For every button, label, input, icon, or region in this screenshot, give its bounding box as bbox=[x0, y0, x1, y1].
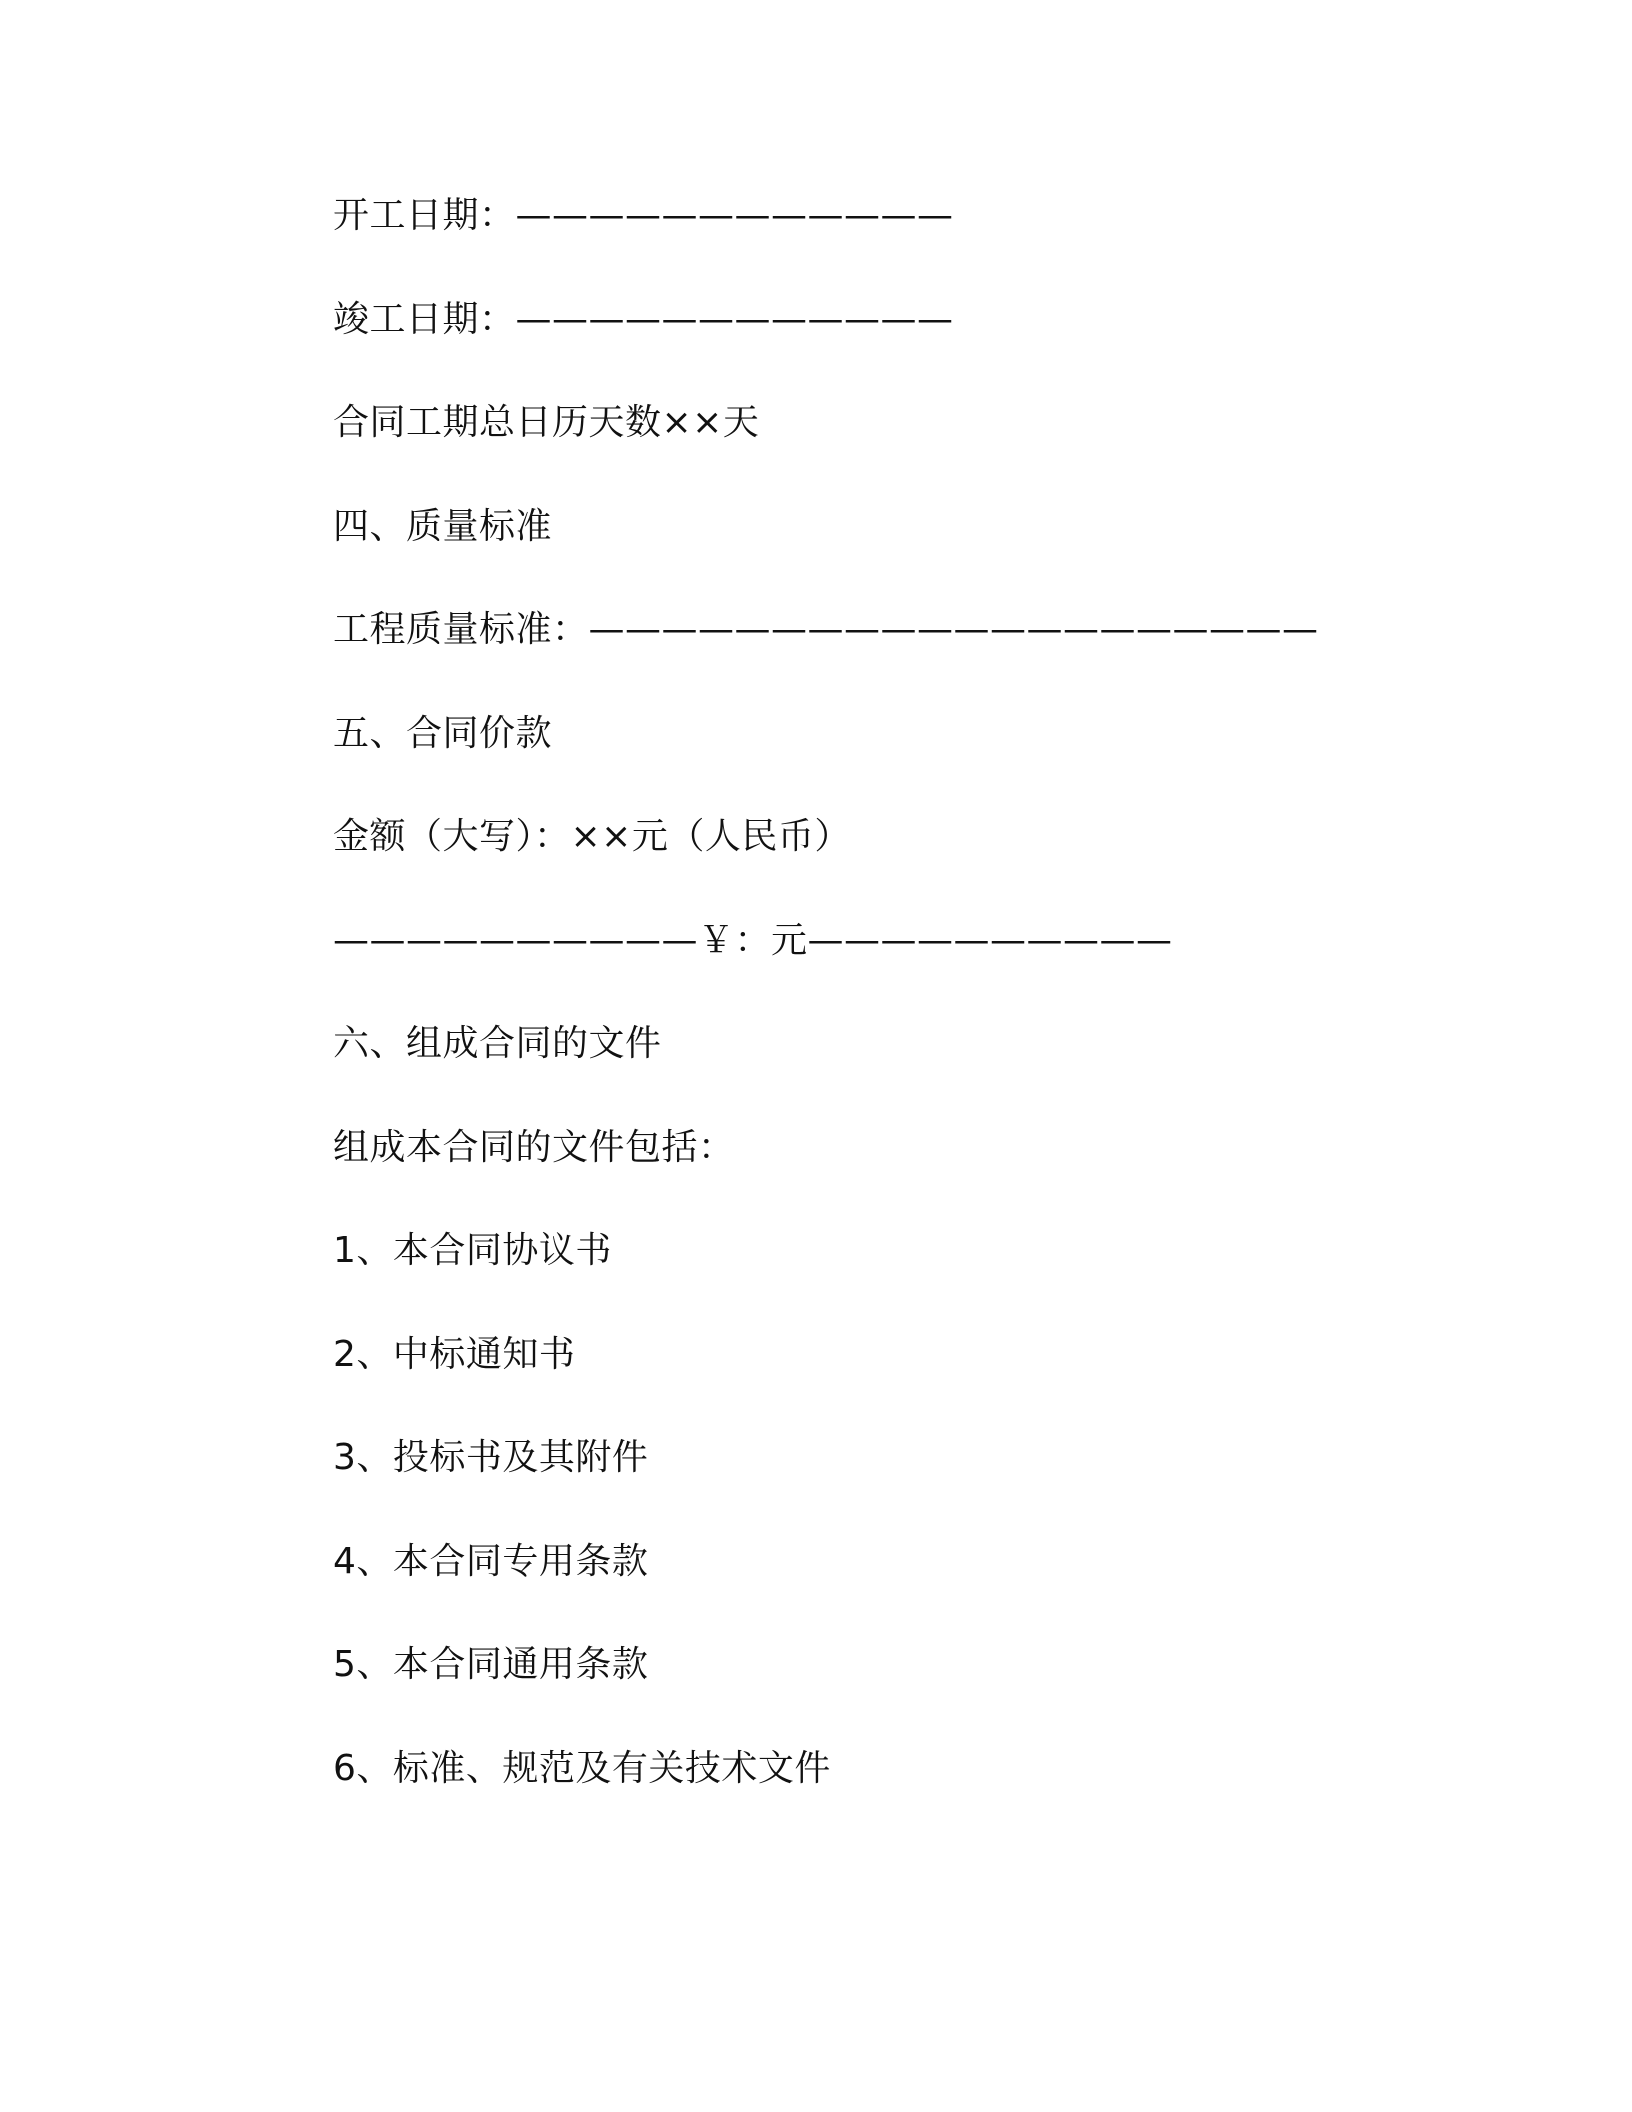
amount-in-words-line: 金额（大写）：××元（人民币） bbox=[333, 816, 851, 857]
completion-date-line: 竣工日期：———————————— bbox=[333, 298, 954, 340]
contract-duration-line: 合同工期总日历天数××天 bbox=[333, 402, 760, 443]
section-heading-price: 五、合同价款 bbox=[333, 712, 553, 754]
section-heading-quality: 四、质量标准 bbox=[333, 505, 553, 547]
list-item: 1、本合同协议书 bbox=[333, 1230, 612, 1271]
list-item: 6、标准、规范及有关技术文件 bbox=[333, 1747, 831, 1789]
list-item: 2、中标通知书 bbox=[333, 1333, 576, 1375]
list-item: 3、投标书及其附件 bbox=[333, 1437, 649, 1478]
section-heading-documents: 六、组成合同的文件 bbox=[333, 1023, 662, 1064]
amount-in-figures-line: ——————————￥：元—————————— bbox=[333, 919, 1173, 961]
list-item: 5、本合同通用条款 bbox=[333, 1644, 649, 1685]
start-date-line: 开工日期：———————————— bbox=[333, 195, 954, 236]
quality-standard-line: 工程质量标准：———————————————————— bbox=[333, 609, 1319, 650]
document-body bbox=[333, 188, 1433, 1844]
documents-intro-line: 组成本合同的文件包括： bbox=[333, 1126, 735, 1168]
list-item: 4、本合同专用条款 bbox=[333, 1540, 649, 1582]
